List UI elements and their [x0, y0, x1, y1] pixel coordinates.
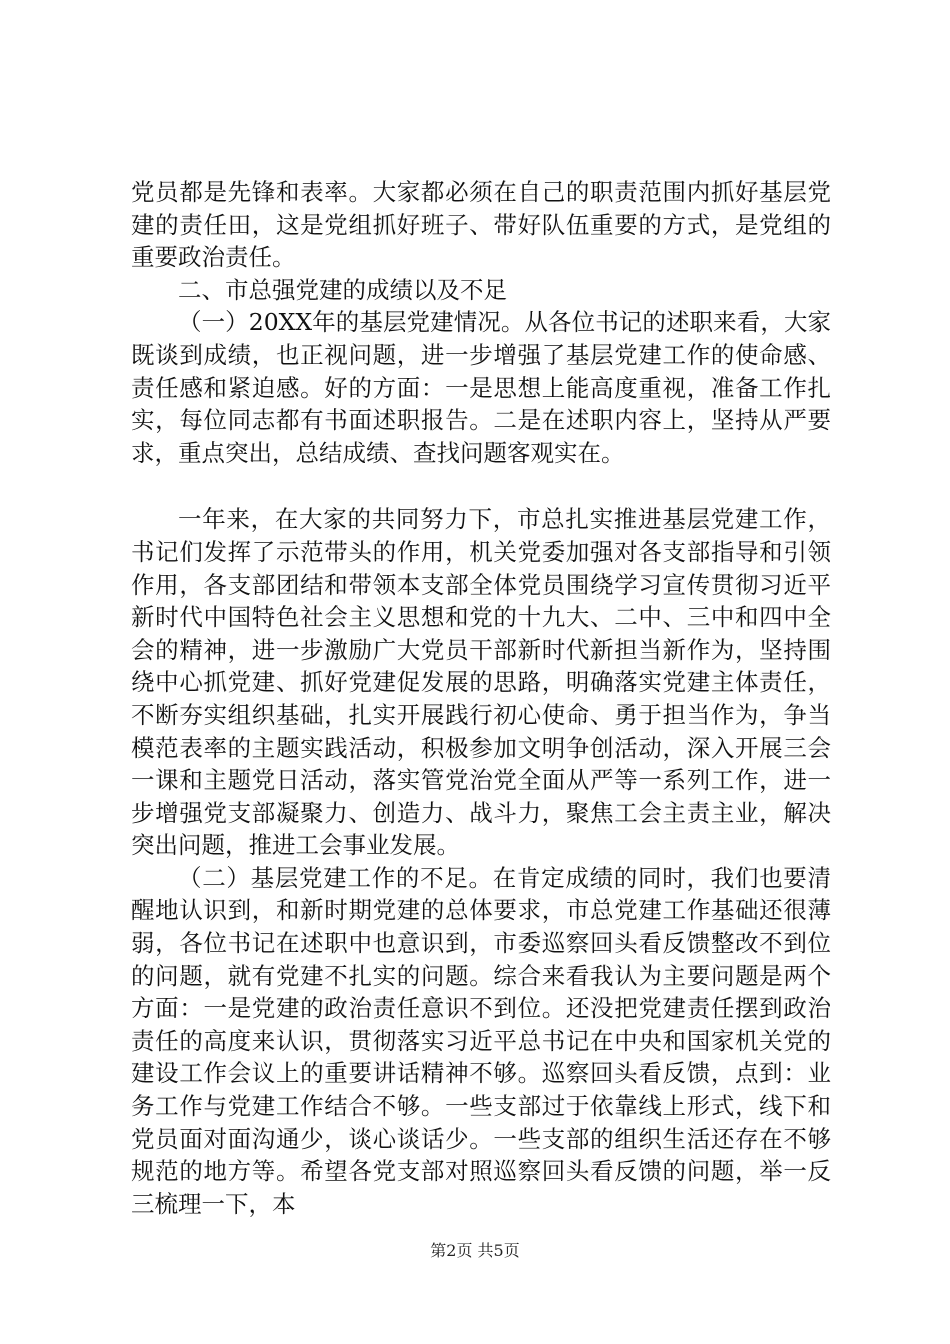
paragraph-continuation: 党员都是先锋和表率。大家都必须在自己的职责范围内抓好基层党建的责任田，这是党组抓好班子、带好队伍重要的方式，是党组的重要政治责任。 [131, 178, 831, 272]
paragraph-subsection-two: （二）基层党建工作的不足。在肯定成绩的同时，我们也要清醒地认识到，和新时期党建的总体要求，市总党建工作基础还很薄弱，各位书记在述职中也意识到，市委巡察回头看反馈整改不到位的问题，就有党建不扎实的问题。综合来看我认为主要问题是两个方面：一是党建的政治责任意识不到位。还没把党建责任摆到政治责任的高度来认识，贯彻落实习近平总书记在中央和国家机关党的建设工作会议上的重要讲话精神不够。巡察回头看反馈，点到：业务工作与党建工作结合不够。一些支部过于依靠线上形式，线下和党员面对面沟通少，谈心谈话少。一些支部的组织生活还存在不够规范的地方等。希望各党支部对照巡察回头看反馈的问题，举一反三梳理一下，本 [131, 863, 831, 1218]
document-body [131, 176, 831, 1220]
paragraph-achievements: 一年来，在大家的共同努力下，市总扎实推进基层党建工作，书记们发挥了示范带头的作用，机关党委加强对各支部指导和引领作用，各支部团结和带领本支部全体党员围绕学习宣传贯彻习近平新时代中国特色社会主义思想和党的十九大、二中、三中和四中全会的精神，进一步激励广大党员干部新时代新担当新作为，坚持围绕中心抓党建、抓好党建促发展的思路，明确落实党建主体责任，不断夯实组织基础，扎实开展践行初心使命、勇于担当作为，争当模范表率的主题实践活动，积极参加文明争创活动，深入开展三会一课和主题党日活动，落实管党治党全面从严等一系列工作，进一步增强党支部凝聚力、创造力、战斗力，聚焦工会主责主业，解决突出问题，推进工会事业发展。 [131, 505, 831, 860]
paragraph-gap [131, 469, 831, 503]
page-footer: 第2页 共5页 [430, 1241, 520, 1260]
paragraph-subsection-one: （一）20XX年的基层党建情况。从各位书记的述职来看，大家既谈到成绩，也正视问题，进一步增强了基层党建工作的使命感、责任感和紧迫感。好的方面：一是思想上能高度重视，准备工作扎实，每位同志都有书面述职报告。二是在述职内容上，坚持从严要求，重点突出，总结成绩、查找问题客观实在。 [131, 308, 831, 467]
section-heading: 二、市总强党建的成绩以及不足 [178, 275, 507, 304]
